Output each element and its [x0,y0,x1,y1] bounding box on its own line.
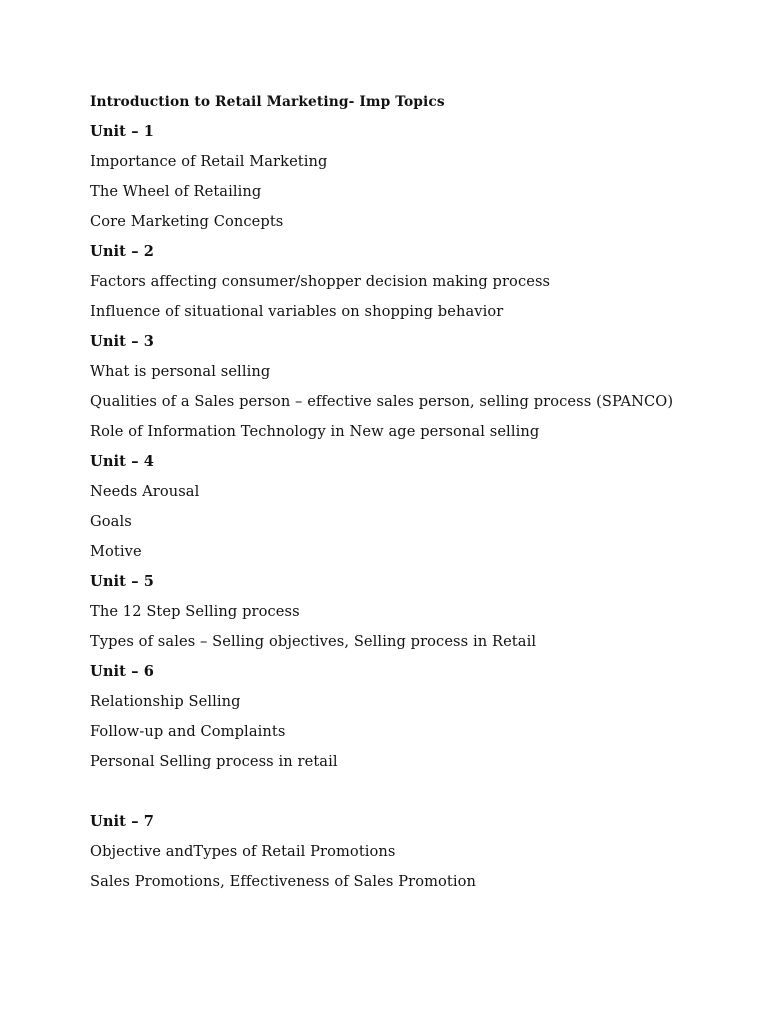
unit-3-topic: Role of Information Technology in New age personal selling [90,423,540,440]
unit-6-heading: Unit – 6 [90,663,155,680]
unit-1-heading: Unit – 1 [90,123,155,140]
unit-5-topic: The 12 Step Selling process [90,603,300,620]
unit-6-topic: Relationship Selling [90,693,241,710]
unit-5-heading: Unit – 5 [90,573,155,590]
document-body [90,90,730,900]
unit-4-topic: Goals [90,513,132,530]
unit-2-heading: Unit – 2 [90,243,155,260]
unit-6-topic: Follow-up and Complaints [90,723,286,740]
unit-5-topic: Types of sales – Selling objectives, Selling process in Retail [90,633,537,650]
unit-7-topic: Objective andTypes of Retail Promotions [90,843,396,860]
unit-3-topic: Qualities of a Sales person – effective sales person, selling process (SPANCO) [90,393,674,410]
unit-2-topic: Factors affecting consumer/shopper decision making process [90,273,551,290]
unit-3-heading: Unit – 3 [90,333,155,350]
unit-7-heading: Unit – 7 [90,813,155,830]
document-title: Introduction to Retail Marketing- Imp Topics [90,94,445,110]
unit-4-topic: Motive [90,543,142,560]
unit-4-topic: Needs Arousal [90,483,200,500]
unit-4-heading: Unit – 4 [90,453,155,470]
unit-1-topic: The Wheel of Retailing [90,183,262,200]
unit-2-topic: Influence of situational variables on shopping behavior [90,303,504,320]
unit-7-topic: Sales Promotions, Effectiveness of Sales Promotion [90,873,477,890]
paragraph-spacer [90,780,730,810]
unit-1-topic: Importance of Retail Marketing [90,153,328,170]
unit-6-topic: Personal Selling process in retail [90,753,338,770]
unit-1-topic: Core Marketing Concepts [90,213,284,230]
unit-3-topic: What is personal selling [90,363,271,380]
